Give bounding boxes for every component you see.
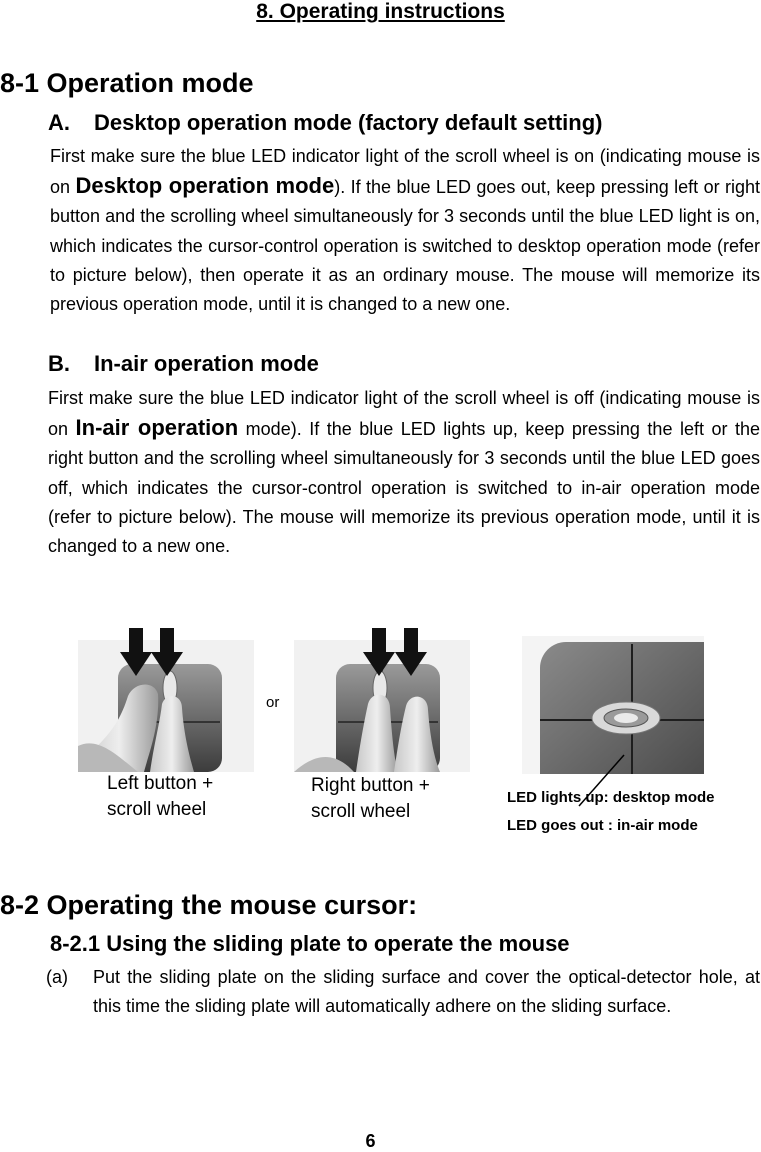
desktop-mode-highlight: Desktop operation mode [75,173,335,199]
page-number: 6 [365,1131,376,1151]
right-figure-caption: Right button + scroll wheel [311,775,430,822]
page-title: 8. Operating instructions [256,0,505,23]
item-a-label: (a) [46,967,68,987]
section-heading-8-1: 8-1 Operation mode [0,68,254,98]
subsection-b-paragraph: First make sure the blue LED indicator light of the scroll wheel is off (indicating mouse is on In-air operation mode). If the blue LED lights up, keep pressing the left or the right button and the scrolling wheel simultaneously for 3 seconds until the blue LED goes off, which indicates the cursor-control operation is switched to in-air operation mode (refer to picture below). The mouse will memorize its previous operation mode, until it is changed to a new one. [48,388,761,557]
subsection-a-label: A. [48,110,70,135]
subsection-a-title: Desktop operation mode (factory default setting) [94,110,603,135]
right-button-press-figure [294,626,470,772]
led-figure-caption: LED lights up: desktop mode LED goes out : in-air mode [507,789,715,834]
in-air-mode-highlight: In-air operation [75,415,239,441]
section-heading-8-2: 8-2 Operating the mouse cursor: [0,890,418,920]
subsection-b-label: B. [48,351,70,376]
subsection-8-2-1-title: 8-2.1 Using the sliding plate to operate the mouse [50,931,570,956]
item-a-text: Put the sliding plate on the sliding surface and cover the optical-detector hole, at this time the sliding plate will automatically adhere on the sliding surface. [93,967,760,1017]
or-label: or [266,694,280,711]
subsection-b-title: In-air operation mode [94,351,319,376]
subsection-a-paragraph: First make sure the blue LED indicator light of the scroll wheel is on (indicating mouse is on Desktop operation mode). If the blue LED goes out, keep pressing left or right button and the scrolling wheel simultaneously for 3 seconds until the blue LED light is on, which indicates the cursor-control operation is switched to desktop operation mode (refer to picture below), then operate it as an ordinary mouse. The mouse will memorize its previous operation mode, until it is changed to a new one. [50,146,761,315]
left-button-press-figure [78,626,254,772]
left-figure-caption: Left button + scroll wheel [107,773,214,820]
